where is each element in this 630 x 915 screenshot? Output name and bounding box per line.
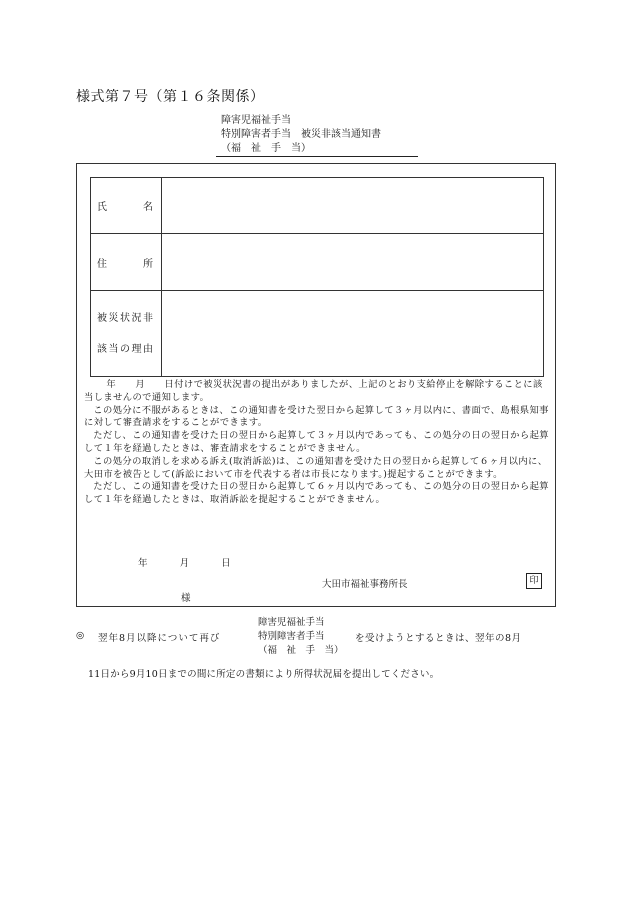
address-label-cell	[91, 234, 162, 291]
note-text-left: 翌年8月以降について再び	[98, 633, 221, 644]
addressee-suffix: 様	[181, 593, 191, 604]
date-year: 年	[138, 558, 148, 569]
reason-label-cell	[91, 291, 162, 377]
doc-title-line-2: 特別障害者手当 被災非該当通知書	[221, 129, 381, 140]
doc-title-line-3: （福 祉 手 当）	[221, 143, 311, 154]
reason-value-cell[interactable]	[162, 291, 544, 377]
date-month: 月	[179, 558, 190, 569]
address-label-char-1: 住	[97, 258, 107, 270]
body-paragraph-4: この処分の取消しを求める訴え(取消訴訟)は、この通知書を受けた日の翌日から起算して６ヶ月以内に、大田市を被告として(訴訟において市を代表する者は市長になります。)提起することができます。	[84, 455, 548, 480]
address-label-char-2: 所	[143, 258, 153, 270]
footnote	[76, 616, 566, 658]
document-title	[221, 114, 381, 156]
name-label-cell	[91, 178, 162, 234]
name-label-char-2: 名	[143, 202, 153, 213]
notice-body	[84, 379, 550, 507]
body-paragraph-5: ただし、この通知書を受けた日の翌日から起算して６ヶ月以内であっても、この処分の日の翌日から起算して１年を経過したときは、取消訴訟を提起することができません。	[84, 481, 549, 506]
name-label-char-1: 氏	[97, 202, 107, 213]
double-circle-icon: ◎	[76, 630, 85, 641]
note-line-2: 11日から9月10日までの間に所定の書類により所得状況届を提出してください。	[88, 669, 440, 680]
issue-date	[138, 555, 231, 569]
address-value-cell[interactable]	[162, 234, 544, 291]
form-number-title: 様式第７号（第１６条関係）	[76, 89, 265, 105]
note-stack-line-1: 障害児福祉手当	[258, 617, 325, 628]
title-underline	[216, 156, 418, 157]
reason-label-line-2: 該当の理由	[97, 343, 155, 355]
note-text-right: を受けようとするときは、翌年の8月	[355, 633, 522, 644]
body-paragraph-2: この処分に不服があるときは、この通知書を受けた翌日から起算して３ヶ月以内に、書面で、島根県知事に対して審査請求をすることができます。	[84, 404, 549, 429]
note-stack-line-3: （福 祉 手 当）	[258, 645, 344, 656]
name-value-cell[interactable]	[162, 178, 544, 234]
table-row-address	[91, 234, 544, 291]
reason-label-line-1: 被災状況非	[97, 312, 155, 324]
recipient-info-table	[90, 177, 544, 377]
table-row-name	[91, 178, 544, 234]
body-paragraph-3: ただし、この通知書を受けた日の翌日から起算して３ヶ月以内であっても、この処分の日の翌日から起算して１年を経過したときは、審査請求をすることができません。	[84, 430, 549, 454]
table-row-reason	[91, 291, 544, 377]
date-day: 日	[221, 558, 231, 569]
doc-title-line-1: 障害児福祉手当	[221, 115, 291, 126]
note-stack-line-2: 特別障害者手当	[258, 631, 325, 642]
issuer-name: 大田市福祉事務所長	[322, 579, 408, 590]
body-paragraph-1: 年 月 日付けで被災状況書の提出がありましたが、上記のとおり支給停止を解除することに該当しませんので通知します。	[84, 379, 543, 403]
seal-box: 印	[526, 573, 542, 589]
note-allowance-stack	[258, 616, 344, 658]
